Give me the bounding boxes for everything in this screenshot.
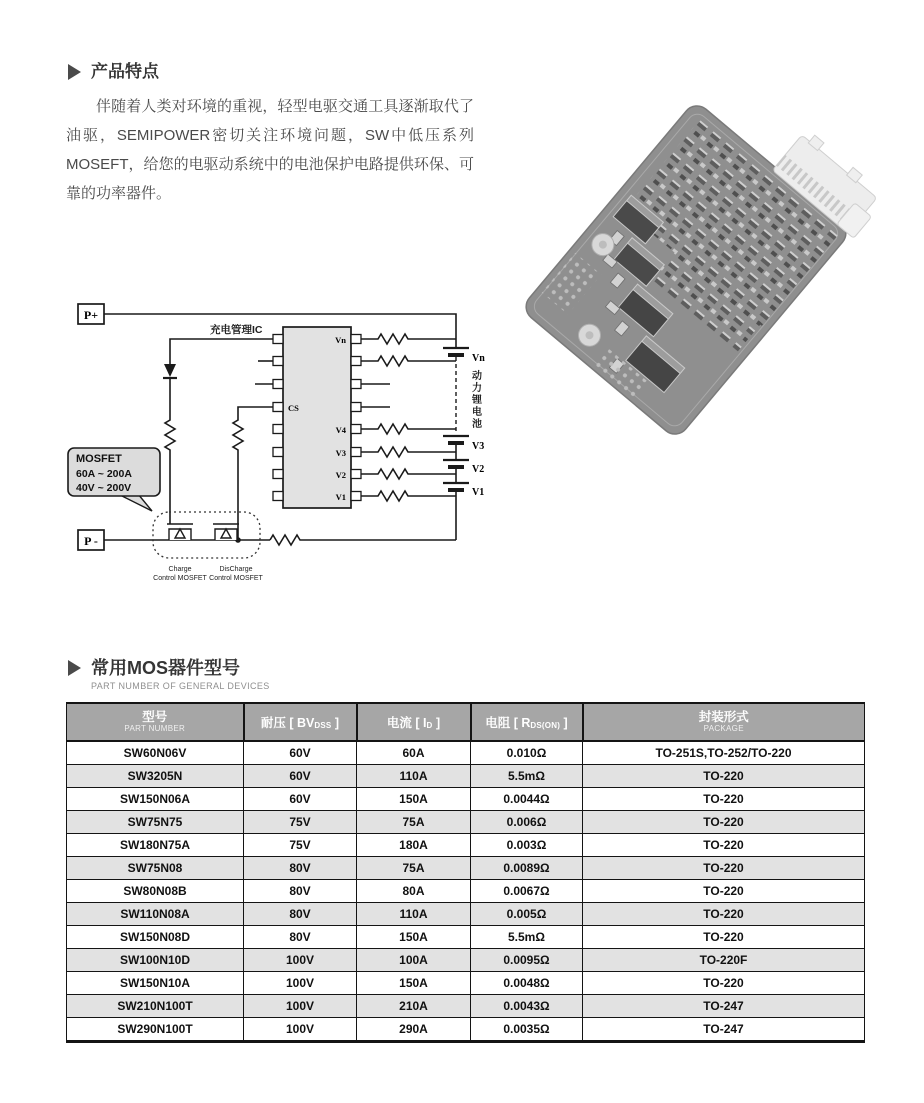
table-row [67, 1018, 865, 1042]
discharge-mosfet-caption-line1: DisCharge [219, 566, 253, 573]
ic-pin-v3-label: V3 [335, 448, 346, 458]
table-cell: 150A [357, 926, 471, 949]
table-cell: SW75N75 [67, 811, 244, 834]
table-row [67, 741, 865, 765]
table-cell: SW290N100T [67, 1018, 244, 1042]
table-cell: 290A [357, 1018, 471, 1042]
discharge-mosfet-caption-line2: Control MOSFET [209, 575, 263, 582]
table-cell: 0.010Ω [471, 741, 583, 765]
battery-v2-label: V2 [472, 464, 485, 475]
table-cell: 5.5mΩ [471, 765, 583, 788]
table-cell: 75A [357, 857, 471, 880]
table-cell: SW3205N [67, 765, 244, 788]
table-cell: SW150N08D [67, 926, 244, 949]
callout-line2: 40V ~ 200V [76, 482, 132, 494]
section-title: 产品特点 [91, 62, 159, 81]
ic-pin-v2-label: V2 [335, 470, 346, 480]
table-cell: 5.5mΩ [471, 926, 583, 949]
p-plus-label: P+ [83, 308, 99, 322]
charge-ic-caption: 充电管理IC [210, 324, 263, 336]
col-header-current: 电流 [ ID ] [357, 703, 471, 741]
ic-pin-cs-label: CS [288, 403, 299, 413]
table-cell: 75V [244, 834, 357, 857]
table-cell: 0.0035Ω [471, 1018, 583, 1042]
table-cell: TO-220 [583, 880, 865, 903]
section-table-header [68, 658, 270, 691]
col-header-voltage: 耐压 [ BVDSS ] [244, 703, 357, 741]
table-row [67, 949, 865, 972]
table-cell: 0.0095Ω [471, 949, 583, 972]
table-cell: 80V [244, 903, 357, 926]
table-cell: TO-220 [583, 903, 865, 926]
table-cell: 0.0067Ω [471, 880, 583, 903]
table-cell: TO-220 [583, 788, 865, 811]
table-cell: 100V [244, 1018, 357, 1042]
table-cell: 110A [357, 903, 471, 926]
table-cell: SW80N08B [67, 880, 244, 903]
table-row [67, 972, 865, 995]
table-cell: 80V [244, 926, 357, 949]
table-cell: 100V [244, 995, 357, 1018]
table-cell: SW75N08 [67, 857, 244, 880]
battery-vn-label: Vn [472, 353, 485, 364]
table-cell: TO-220 [583, 972, 865, 995]
col-header-part-number: 型号 PART NUMBER [67, 703, 244, 741]
table-cell: 60A [357, 741, 471, 765]
section-title: 常用MOS器件型号 [91, 658, 241, 678]
table-row [67, 765, 865, 788]
table-cell: TO-220 [583, 834, 865, 857]
table-cell: 0.005Ω [471, 903, 583, 926]
table-cell: 150A [357, 972, 471, 995]
table-cell: TO-220F [583, 949, 865, 972]
table-cell: 0.0048Ω [471, 972, 583, 995]
table-cell: 180A [357, 834, 471, 857]
features-paragraph: 伴随着人类对环境的重视，轻型电驱交通工具逐渐取代了油驱，SEMIPOWER密切关注环境问题，SW中低压系列MOSEFT，给您的电驱动系统中的电池保护电路提供环保、可靠的功率器件。 [66, 98, 474, 202]
charge-mosfet-caption-line2: Control MOSFET [153, 575, 207, 582]
table-row [67, 788, 865, 811]
table-cell: 100V [244, 949, 357, 972]
col-header-package: 封装形式 PACKAGE [583, 703, 865, 741]
table-row [67, 857, 865, 880]
table-cell: TO-247 [583, 1018, 865, 1042]
table-cell: TO-220 [583, 926, 865, 949]
table-cell: SW150N10A [67, 972, 244, 995]
table-cell: TO-247 [583, 995, 865, 1018]
table-row [67, 880, 865, 903]
table-cell: SW150N06A [67, 788, 244, 811]
table-row [67, 834, 865, 857]
table-cell: 100A [357, 949, 471, 972]
table-header-row [67, 703, 865, 741]
protection-ic [283, 327, 351, 508]
table-cell: 110A [357, 765, 471, 788]
charge-mosfet-caption-line1: Charge [168, 566, 192, 573]
table-cell: SW100N10D [67, 949, 244, 972]
mos-part-table [66, 702, 865, 1043]
ic-pin-vn-label: Vn [335, 335, 346, 345]
table-row [67, 995, 865, 1018]
table-row [67, 811, 865, 834]
table-cell: TO-251S,TO-252/TO-220 [583, 741, 865, 765]
table-cell: 0.006Ω [471, 811, 583, 834]
p-minus-label: P - [84, 534, 98, 548]
table-cell: TO-220 [583, 857, 865, 880]
section-marker-icon [68, 64, 81, 80]
ic-pin-v4-label: V4 [335, 425, 346, 435]
table-cell: 75A [357, 811, 471, 834]
table-body [67, 741, 865, 1042]
table-cell: 100V [244, 972, 357, 995]
section-marker-icon [68, 660, 81, 676]
battery-stack-label: 动力锂电池 [469, 370, 481, 430]
table-cell: 0.0044Ω [471, 788, 583, 811]
table-cell: TO-220 [583, 765, 865, 788]
table-cell: 60V [244, 788, 357, 811]
table-cell: 60V [244, 741, 357, 765]
section-subtitle: PART NUMBER OF GENERAL DEVICES [91, 681, 270, 691]
table-cell: 150A [357, 788, 471, 811]
battery-v3-label: V3 [472, 441, 485, 452]
table-cell: SW180N75A [67, 834, 244, 857]
table-cell: SW210N100T [67, 995, 244, 1018]
table-cell: 75V [244, 811, 357, 834]
table-row [67, 926, 865, 949]
pcb-photo [500, 92, 924, 448]
col-header-resistance: 电阻 [ RDS(ON) ] [471, 703, 583, 741]
section-features-header [68, 62, 159, 82]
table-cell: 80V [244, 857, 357, 880]
table-cell: SW60N06V [67, 741, 244, 765]
ic-pin-v1-label: V1 [335, 492, 346, 502]
table-cell: 210A [357, 995, 471, 1018]
callout-title: MOSFET [76, 453, 122, 465]
table-row [67, 903, 865, 926]
table-cell: 0.0089Ω [471, 857, 583, 880]
table-cell: 60V [244, 765, 357, 788]
table-cell: 80V [244, 880, 357, 903]
table-cell: 0.003Ω [471, 834, 583, 857]
callout-line1: 60A ~ 200A [76, 468, 132, 480]
battery-v1-label: V1 [472, 487, 485, 498]
table-cell: SW110N08A [67, 903, 244, 926]
table-cell: TO-220 [583, 811, 865, 834]
table-cell: 80A [357, 880, 471, 903]
battery-protection-schematic [60, 300, 490, 600]
table-cell: 0.0043Ω [471, 995, 583, 1018]
